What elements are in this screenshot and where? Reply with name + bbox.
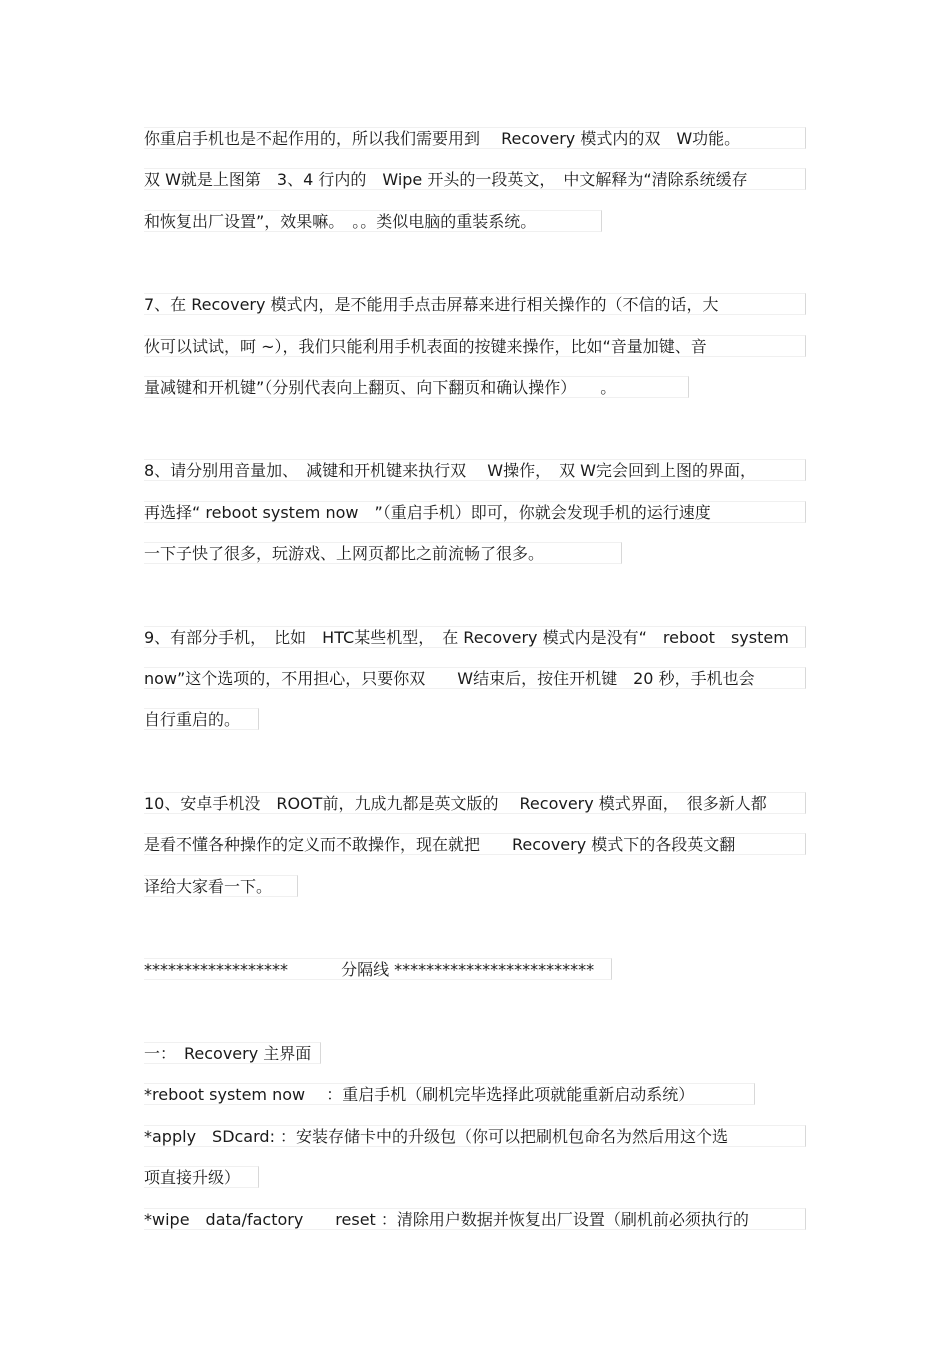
paragraph-line: 自行重启的。	[144, 708, 259, 730]
paragraph-line: 伙可以试试，呵 ~），我们只能利用手机表面的按键来操作，比如“音量加键、音	[144, 335, 806, 357]
section-separator: ****************** 分隔线 *************************	[144, 958, 612, 980]
paragraph-line: 8、请分别用音量加、 减键和开机键来执行双 W操作， 双 W完会回到上图的界面，	[144, 459, 806, 481]
paragraph-line: 再选择“ reboot system now ”（重启手机）即可，你就会发现手机的运行速度	[144, 501, 806, 523]
paragraph-line: now”这个选项的，不用担心，只要你双 W结束后，按住开机键 20 秒，手机也会	[144, 667, 806, 689]
paragraph-line: 你重启手机也是不起作用的，所以我们需要用到 Recovery 模式内的双 W功能。	[144, 127, 806, 149]
paragraph-line: 一下子快了很多，玩游戏、上网页都比之前流畅了很多。	[144, 542, 622, 564]
paragraph-line: 译给大家看一下。	[144, 875, 298, 897]
paragraph-line: 和恢复出厂设置”，效果嘛。 。。类似电脑的重装系统。	[144, 210, 602, 232]
paragraph-line: 9、有部分手机， 比如 HTC某些机型， 在 Recovery 模式内是没有“ reboot system	[144, 626, 806, 648]
list-item: 项直接升级）	[144, 1166, 259, 1188]
list-item: *reboot system now ：重启手机（刷机完毕选择此项就能重新启动系统）	[144, 1083, 755, 1105]
paragraph-line: 10、安卓手机没 ROOT前，九成九都是英文版的 Recovery 模式界面， 很多新人都	[144, 792, 806, 814]
list-item: *apply SDcard: ：安装存储卡中的升级包（你可以把刷机包命名为然后用这个选	[144, 1125, 806, 1147]
paragraph-line: 7、在 Recovery 模式内，是不能用手点击屏幕来进行相关操作的（不信的话，大	[144, 293, 806, 315]
section-heading: 一： Recovery 主界面	[144, 1042, 321, 1064]
list-item: *wipe data/factory reset ：清除用户数据并恢复出厂设置（刷机前必须执行的	[144, 1208, 806, 1230]
paragraph-line: 是看不懂各种操作的定义而不敢操作，现在就把 Recovery 模式下的各段英文翻	[144, 833, 806, 855]
paragraph-line: 量减键和开机键”（分别代表向上翻页、向下翻页和确认操作） 。	[144, 376, 689, 398]
paragraph-line: 双 W就是上图第 3、4 行内的 Wipe 开头的一段英文， 中文解释为“清除系统缓存	[144, 168, 806, 190]
